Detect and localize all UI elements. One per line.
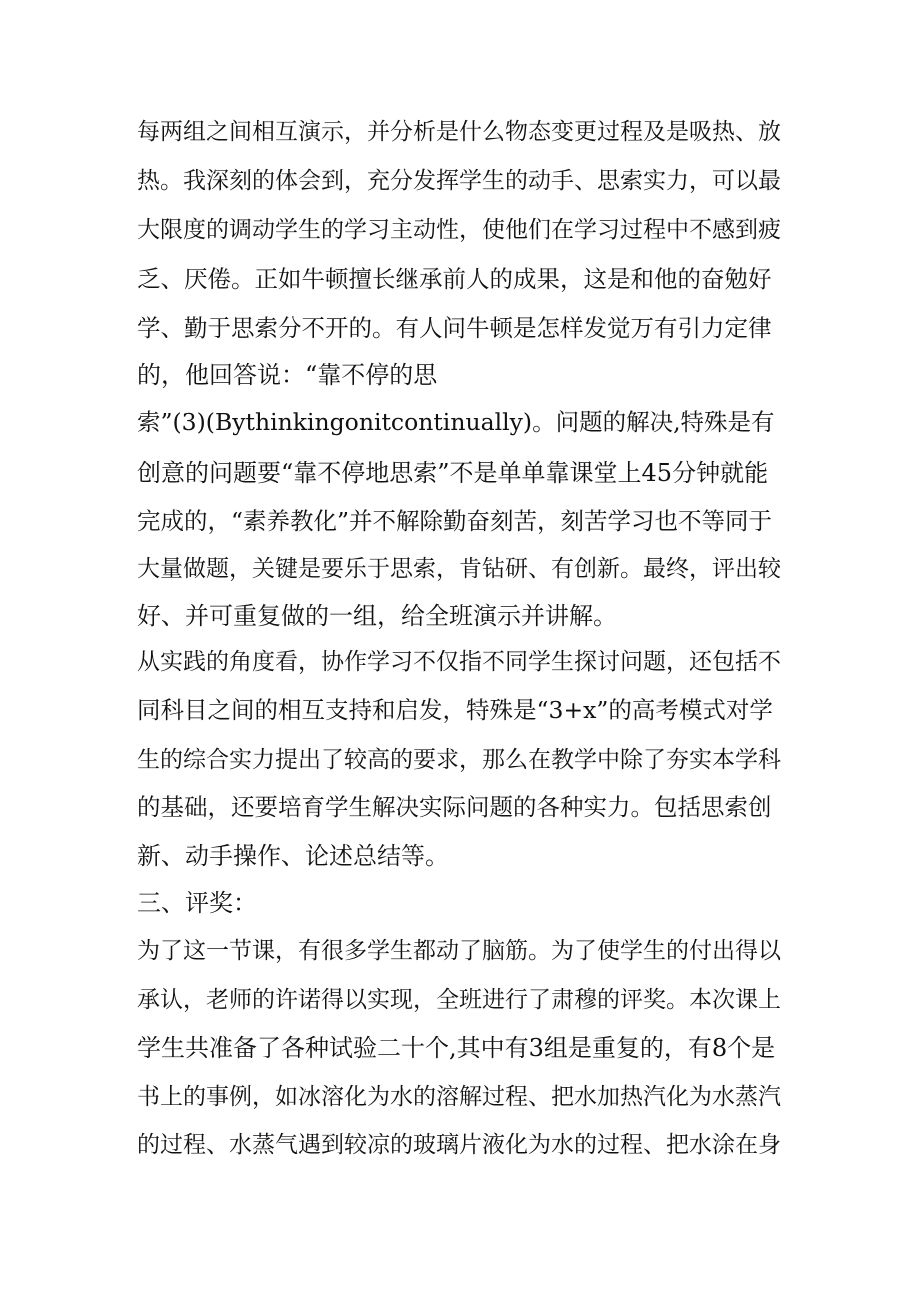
text-line: 乏、厌倦。正如牛顿擅长继承前人的成果，这是和他的奋勉好 xyxy=(137,265,772,293)
text-line: 好、并可重复做的一组，给全班演示并讲解。 xyxy=(137,602,617,630)
text-line: 的过程、水蒸气遇到较凉的玻璃片液化为水的过程、把水涂在身 xyxy=(137,1132,781,1158)
text-line: 热。我深刻的体会到，充分发挥学生的动手、思索实力，可以最 xyxy=(137,168,781,194)
text-line: 书上的事例，如冰溶化为水的溶解过程、把水加热汽化为水蒸汽 xyxy=(137,1084,781,1110)
text-line: 索”(3)(Bythinkingonitcontinually)。问题的解决,特殊是有 xyxy=(137,408,775,436)
text-line: 每两组之间相互演示，并分析是什么物态变更过程及是吸热、放 xyxy=(137,119,781,145)
text-line: 为了这一节课，有很多学生都动了脑筋。为了使学生的付出得以 xyxy=(137,938,781,964)
text-line: 从实践的角度看，协作学习不仅指不同学生探讨问题，还包括不 xyxy=(137,649,781,675)
text-line: 生的综合实力提出了较高的要求，那么在教学中除了夯实本学科 xyxy=(137,747,781,773)
text-line: 同科目之间的相互支持和启发，特殊是“3+x”的高考模式对学 xyxy=(137,696,773,724)
text-line: 大限度的调动学生的学习主动性，使他们在学习过程中不感到疲 xyxy=(137,217,781,243)
text-line: 完成的，“素养教化”并不解除勤奋刻苦，刻苦学习也不等同于 xyxy=(137,507,773,535)
text-line: 创意的问题要“靠不停地思索”不是单单靠课堂上45分钟就能 xyxy=(137,459,769,487)
section-heading: 三、评奖： xyxy=(137,889,257,917)
text-line: 承认，老师的许诺得以实现，全班进行了肃穆的评奖。本次课上 xyxy=(137,987,781,1013)
text-line: 大量做题，关键是要乐于思索，肯钻研、有创新。最终，评出较 xyxy=(137,556,781,582)
text-line: 的，他回答说：“靠不停的思 xyxy=(137,361,438,389)
text-line: 新、动手操作、论述总结等。 xyxy=(137,842,449,870)
text-line: 学、勤于思索分不开的。有人问牛顿是怎样发觉万有引力定律 xyxy=(137,314,772,342)
text-line: 的基础，还要培育学生解决实际问题的各种实力。包括思索创 xyxy=(137,793,772,821)
text-line: 学生共准备了各种试验二十个,其中有3组是重复的，有8个是 xyxy=(137,1034,776,1062)
